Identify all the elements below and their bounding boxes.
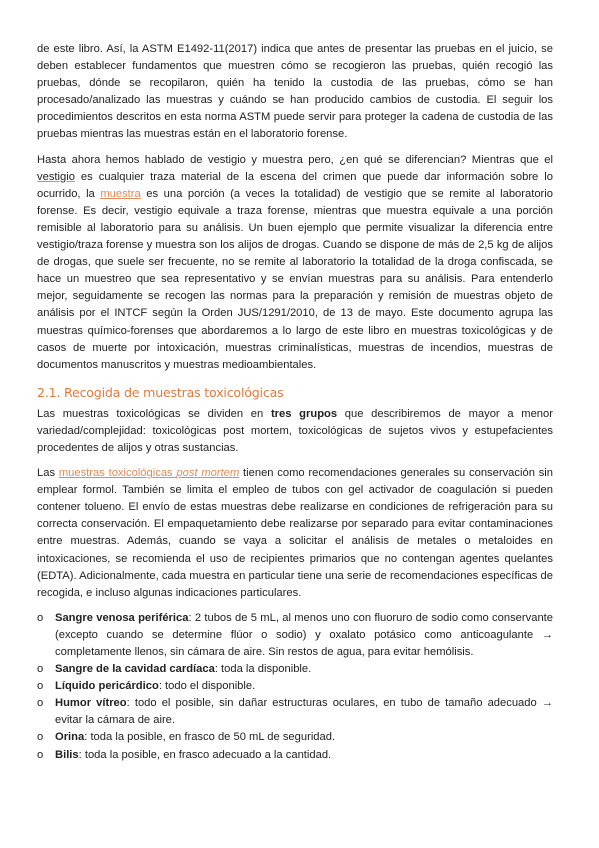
paragraph-post-mortem [37,465,553,602]
term-muestras-toxicologicas: muestras toxicológicas [58,467,177,480]
list-item-title: Humor vítreo [55,697,127,710]
section-heading: 2.1. Recogida de muestras toxicológicas [37,384,284,400]
list-item-title: Orina [55,731,85,744]
list-item-text: : todo el posible, sin dañar estructuras oculares, en tubo de tamaño adecuado → evitar la cámara de aire. [55,697,553,727]
bold-term: tres grupos [270,407,338,420]
list-item-text: : toda la posible, en frasco adecuado a la cantidad. [78,748,332,761]
list-item-title: Líquido pericárdico [55,680,159,693]
term-muestra: muestra [100,187,141,200]
term-post-mortem: post mortem [176,467,240,480]
sample-list [37,610,553,764]
bullet-marker: o [37,680,44,693]
list-item-text: : 2 tubos de 5 mL, al menos uno con fluoruro de sodio como conservante (excepto cuando se determine flúor o sodio) y oxalato potásico como anticoagulante → completamente llenos, sin cámara de aire. Sin restos de agua, para evitar hemólisis. [55,611,553,658]
paragraph-text: Las muestras toxicológicas se dividen en [37,407,271,420]
list-item [37,661,553,678]
paragraph-groups [37,406,553,457]
paragraph-vestigio-muestra [37,152,553,374]
list-item-text: : toda la posible, en frasco de 50 mL de seguridad. [84,731,336,744]
list-item [37,747,553,764]
list-item [37,695,553,729]
bullet-marker: o [37,748,44,761]
bullet-marker: o [37,731,44,744]
list-item-text: : toda la disponible. [214,663,312,676]
paragraph-text: Hasta ahora hemos hablado de vestigio y muestra pero, ¿en qué se diferencian? Mientras que el [37,153,553,166]
list-item-title: Bilis [55,748,79,761]
list-item [37,610,553,661]
paragraph-text: que describiremos de mayor a menor variedad/complejidad: toxicológicas post mortem, toxicológicas de sujetos vivos y estupefacientes procedentes de alijos y otras sustancias. [37,407,553,454]
list-item [37,678,553,695]
list-item-title: Sangre de la cavidad cardíaca [55,663,215,676]
paragraph-text: tienen como recomendaciones generales su conservación sin emplear formol. También se limita el empleo de tubos con gel activador de coagulación si pueden contener tolueno. El envío de estas muestras debe realizarse en condiciones de refrigeración para su correcta conservación. El empaquetamiento debe realizarse por separado para evitar contaminaciones entre muestras. Además, cuando se vaya a solicitar el análisis de metales o metaloides en intoxicaciones, se recomienda el uso de recipientes primarios que no contengan agentes quelantes (EDTA). Adicionalmente, cada muestra en particular tiene una serie de recomendaciones específicas de recogida, e incluso algunas indicaciones particulares. [37,467,553,599]
bullet-marker: o [37,697,44,710]
bullet-marker: o [37,611,44,624]
paragraph-text: Las [37,467,59,480]
list-item [37,729,553,746]
term-vestigio: vestigio [37,170,75,183]
paragraph-text: es cualquier traza material de la escena del crimen que puede dar información sobre lo ocurrido, la [37,170,553,200]
list-item-title: Sangre venosa periférica [55,611,189,624]
bullet-marker: o [37,663,44,676]
list-item-text: : todo el disponible. [158,680,256,693]
paragraph-chain-of-custody: de este libro. Así, la ASTM E1492-11(2017) indica que antes de presentar las pruebas en el juicio, se deben establecer fundamentos que muestren cómo se recogieron las pruebas, quién recogió las pruebas, dónde se recopilaron, quién ha tenido la custodia de las pruebas, cómo se han procesado/analizado las muestras y cuándo se han producido cambios de custodia. El seguir los procedimientos descritos en esta norma ASTM puede servir para proteger la cadena de custodia de las pruebas mientras las muestras están en el laboratorio forense. [37,43,553,141]
paragraph-text: es una porción (a veces la totalidad) de vestigio que se remite al laboratorio forense. Es decir, vestigio equivale a traza forense, mientras que muestra equivale a una porción remisible al laboratorio para su análisis. Un buen ejemplo que permite visualizar la diferencia entre vestigio/traza forense y muestra son los alijos de drogas. Cuando se dispone de más de 2,5 kg de alijos de drogas, que suele ser frecuente, no se remite al laboratorio la totalidad de la droga confiscada, se hace un muestreo que sea representativo y se envían muestras para su análisis. Para entenderlo mejor, seguidamente se recogen las normas para la preparación y remisión de muestras objeto de análisis por el INTCF según la Orden JUS/1291/2010, de 13 de mayo. Este documento agrupa las muestras químico-forenses que abordaremos a lo largo de este libro en muestras toxicológicas y de casos de muerte por intoxicación, muestras criminalísticas, muestras de incendios, muestras de documentos manuscritos y muestras medioambientales. [37,187,553,371]
